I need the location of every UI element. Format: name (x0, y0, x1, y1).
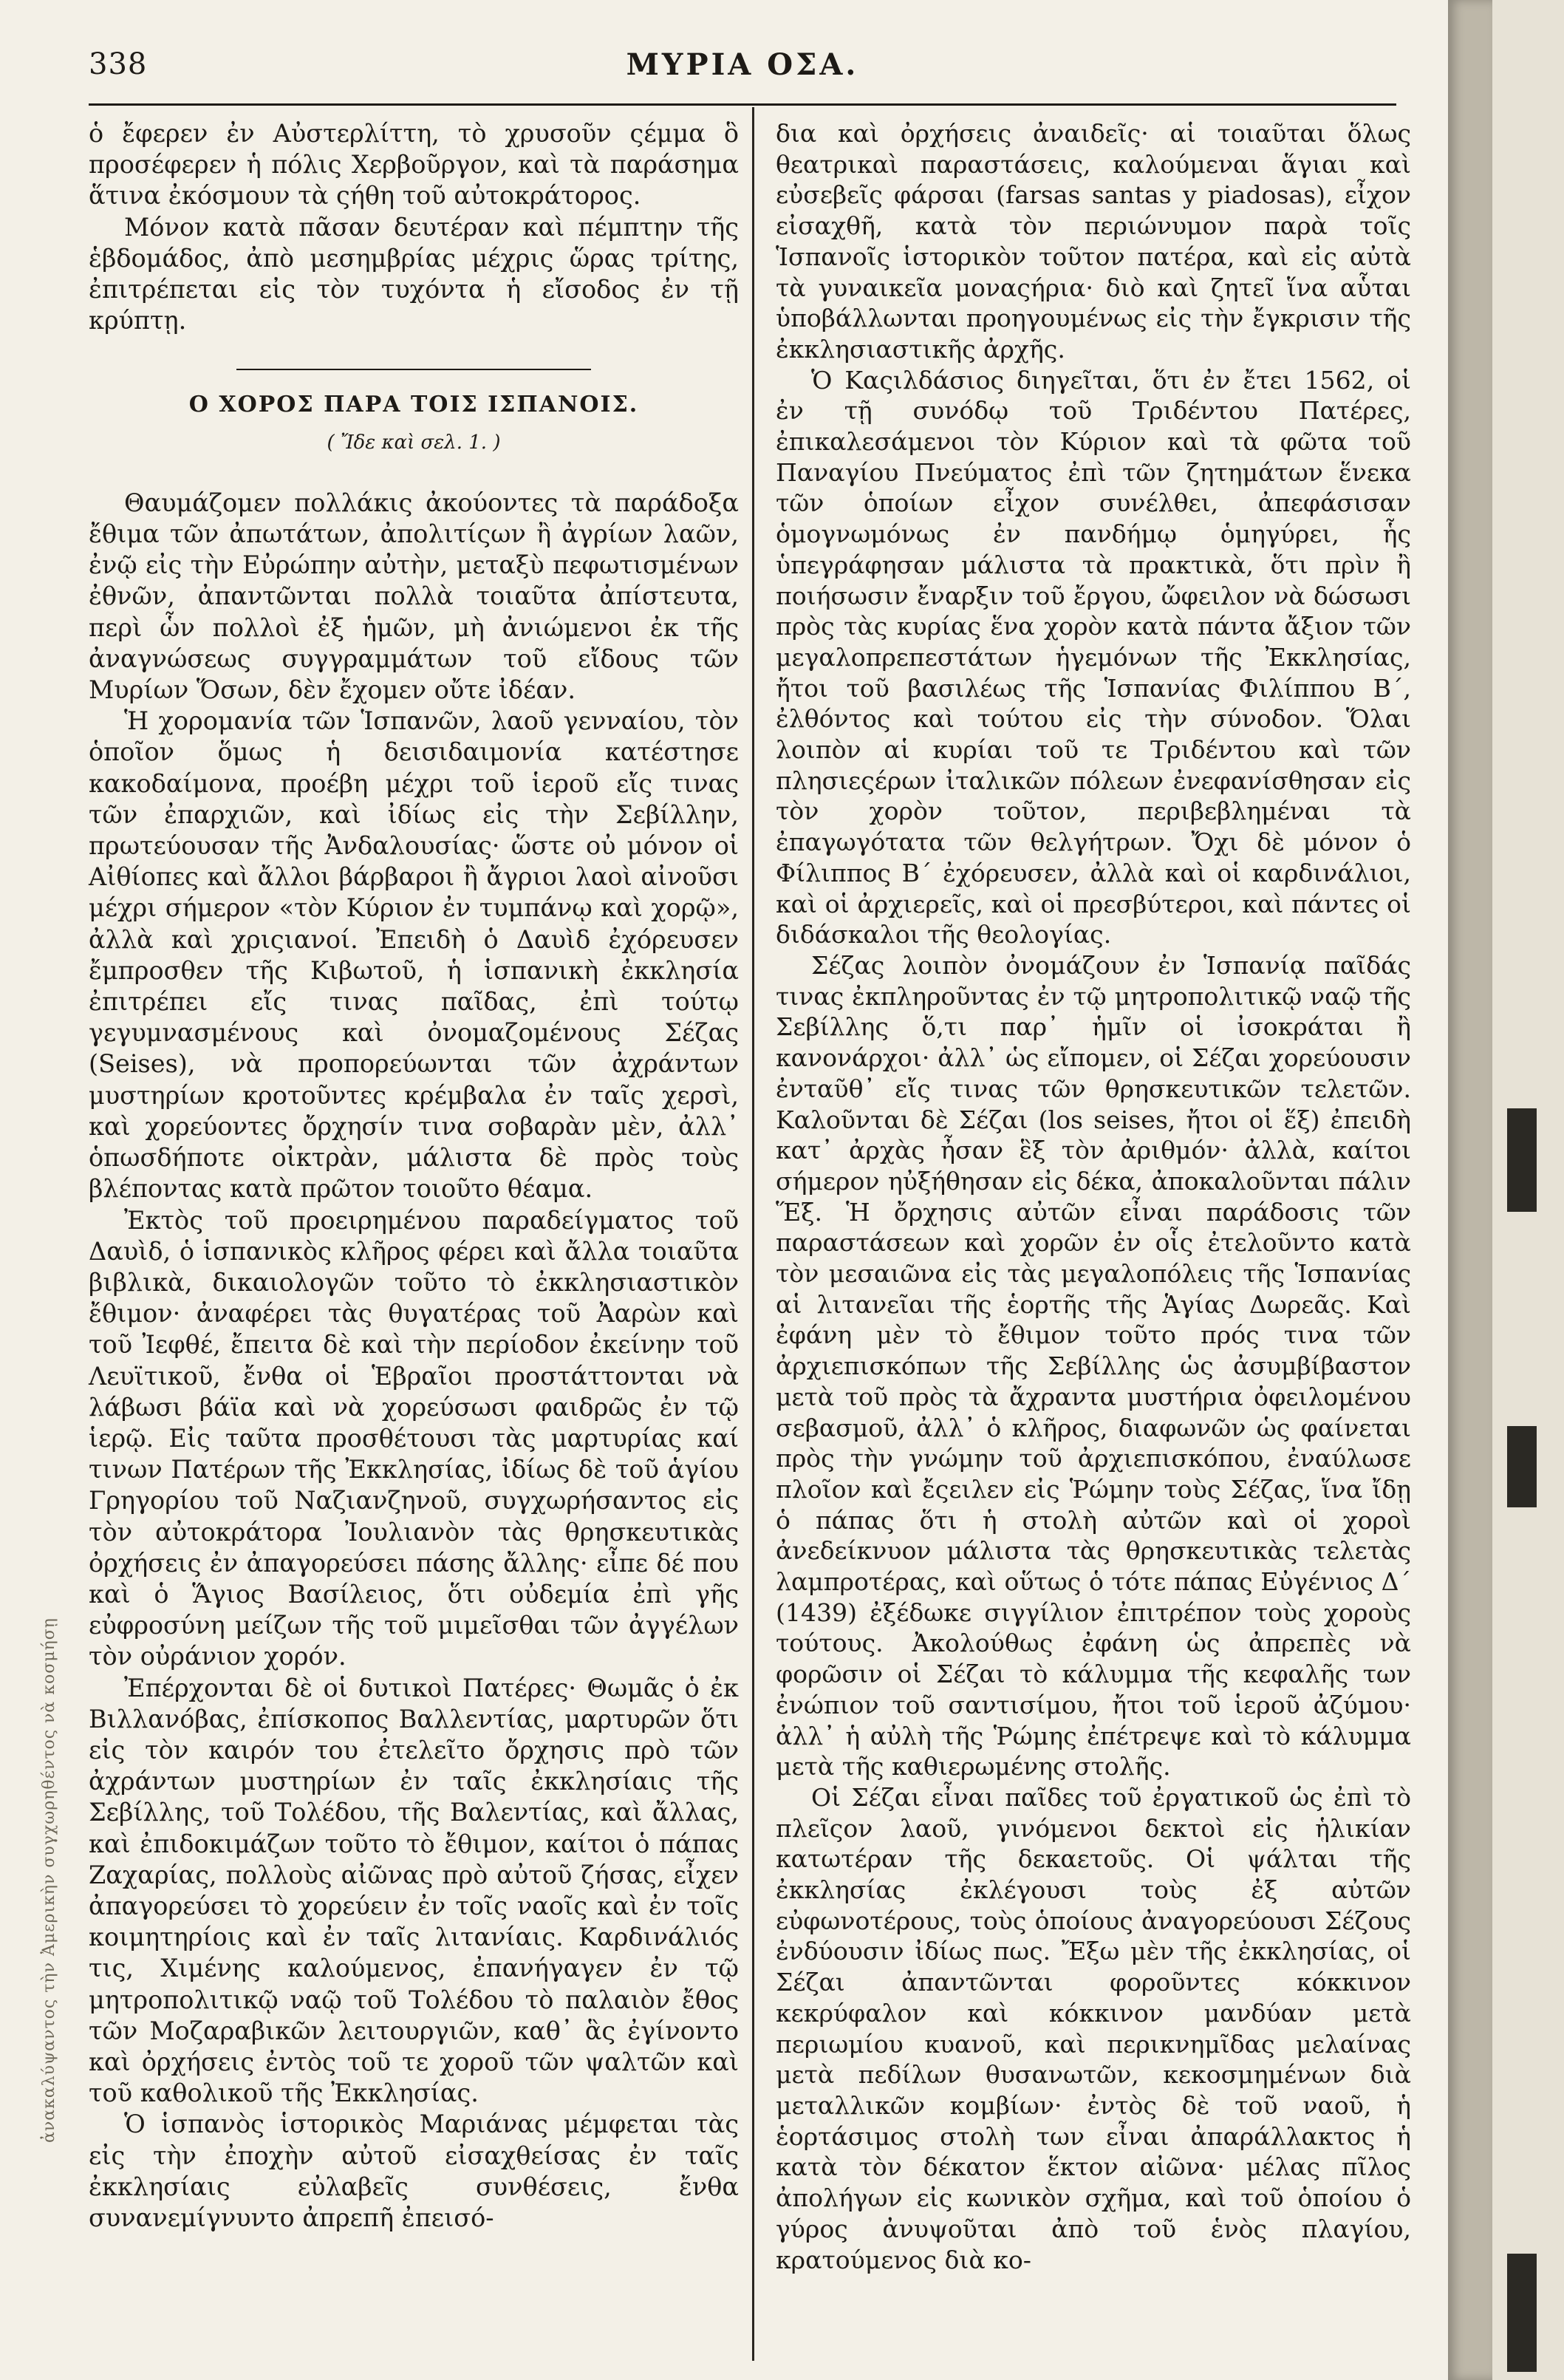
page-number: 338 (89, 47, 148, 81)
facing-page-mark (1507, 1426, 1537, 1507)
article-paragraph: Σέζας λοιπὸν ὀνομάζουν ἐν Ἱσπανίᾳ παῖδάς τινας ἐκπληροῦντας ἐν τῷ μητροπολιτικῷ ναῷ τῆς Σεβίλλης ὅ,τι παρ᾽ ἡμῖν οἱ ἰσοκράται ἢ κανονάρχοι· ἀλλ᾽ ὡς εἴπομεν, οἱ Σέζαι χορεύουσιν ἐνταῦθ᾽ εἴς τινας τῶν θρησκευτικῶν τελετῶν. Καλοῦνται δὲ Σέζαι (los seises, ἤτοι οἱ ἕξ) ἐπειδὴ κατ᾽ ἀρχὰς ἦσαν ἓξ τὸν ἀριθμόν· ἀλλὰ, καίτοι σήμερον ηὐξήθησαν εἰς δέκα, ἀποκαλοῦνται πάλιν Ἕξ. Ἡ ὄρχησις αὐτῶν εἶναι παράδοσις τῶν παραστάσεων καὶ χορῶν ἐν οἷς ἐτελοῦντο κατὰ τὸν μεσαιῶνα εἰς τὰς μεγαλοπόλεις τῆς Ἱσπανίας αἱ λιτανεῖαι τῆς ἑορτῆς τῆς Ἁγίας Δωρεᾶς. Καὶ ἐφάνη μὲν τὸ ἔθιμον τοῦτο πρός τινα τῶν ἀρχιεπισκόπων τῆς Σεβίλλης ὡς ἀσυμβίβαστον μετὰ τοῦ πρὸς τὰ ἄχραντα μυστήρια ὀφειλομένου σεβασμοῦ, ἀλλ᾽ ὁ κλῆρος, διαφωνῶν ὡς φαίνεται πρὸς τὴν γνώμην τοῦ ἀρχιεπισκόπου, ἐναύλωσε πλοῖον καὶ ἔςειλεν εἰς Ῥώμην τοὺς Σέζας, ἵνα ἴδῃ ὁ πάπας ὅτι ἡ στολὴ αὐτῶν καὶ οἱ χοροὶ ἀνεδείκνυον μάλιστα τὰς θρησκευτικὰς τελετὰς λαμπροτέρας, καὶ οὕτως ὁ τότε πάπας Εὐγένιος Δ΄ (1439) ἐξέδωκε σιγγίλιον ἐπιτρέπον τοὺς χοροὺς τούτους. Ἀκολούθως ἐφάνη ὡς ἀπρεπὲς νὰ φορῶσιν οἱ Σέζαι τὸ κάλυμμα τῆς κεφαλῆς των ἐνώπιον τοῦ σαντισίμου, ἤτοι τοῦ ἱεροῦ ἀζύμου· ἀλλ᾽ ἡ αὐλὴ τῆς Ῥώμης ἐπέτρεψε καὶ τὸ κάλυμμα μετὰ τῆς καθιερωμένης στολῆς. (776, 950, 1411, 1781)
article-paragraph: Ὁ Καςιλδάσιος διηγεῖται, ὅτι ἐν ἔτει 1562, οἱ ἐν τῇ συνόδῳ τοῦ Τριδέντου Πατέρες, ἐπικαλεσάμενοι τὸν Κύριον καὶ τὰ φῶτα τοῦ Παναγίου Πνεύματος ἐπὶ τῶν ζητημάτων ἕνεκα τῶν ὁποίων εἶχον συνέλθει, ἀπεφάσισαν ὁμογνωμόνως ἐν πανδήμῳ ὁμηγύρει, ἧς ὑπεγράφησαν μάλιστα τὰ πρακτικὰ, ὅτι πρὶν ἢ ποιήσωσιν ἔναρξιν τοῦ ἔργου, ὤφειλον νὰ δώσωσι πρὸς τὰς κυρίας ἕνα χορὸν κατὰ πάντα ἄξιον τῶν μεγαλοπρεπεστάτων ἡγεμόνων τῆς Ἐκκλησίας, ἤτοι τοῦ βασιλέως τῆς Ἱσπανίας Φιλίππου Β΄, ἐλθόντος καὶ τούτου εἰς τὴν σύνοδον. Ὅλαι λοιπὸν αἱ κυρίαι τοῦ τε Τριδέντου καὶ τῶν πλησιεςέρων ἰταλικῶν πόλεων ἐνεφανίσθησαν εἰς τὸν χορὸν τοῦτον, περιβεβλημέναι τὰ ἐπαγωγότατα τῶν θελγήτρων. Ὄχι δὲ μόνον ὁ Φίλιππος Β΄ ἐχόρευσεν, ἀλλὰ καὶ οἱ καρδινάλιοι, καὶ οἱ ἀρχιερεῖς, καὶ οἱ πρεσβύτεροι, καὶ πάντες οἱ διδάσκαλοι τῆς θεολογίας. (776, 365, 1411, 949)
margin-note (18, 850, 58, 2143)
journal-title: ΜΥΡΙΑ ΟΣΑ. (626, 47, 859, 82)
article-heading: Ο ΧΟΡΟΣ ΠΑΡΑ ΤΟΙΣ ΙΣΠΑΝΟΙΣ. (188, 392, 639, 418)
article-paragraph: Ὁ ἱσπανὸς ἱστορικὸς Μαριάνας μέμφεται τὰς εἰς τὴν ἐποχὴν αὐτοῦ εἰσαχθείσας ἐν ταῖς ἐκκλησίαις εὐλαβεῖς συνθέσεις, ἔνθα συνανεμίγνυντο ἀπρεπῆ ἐπεισό- (89, 2110, 739, 2232)
article-paragraph: Ἐπέρχονται δὲ οἱ δυτικοὶ Πατέρες· Θωμᾶς ὁ ἐκ Βιλλανόβας, ἐπίσκοπος Βαλλεντίας, μαρτυρῶν ὅτι εἰς τὸν καιρόν του ἐτελεῖτο ὄρχησις πρὸ τῶν ἀχράντων μυστηρίων ἐν ταῖς ἐκκλησίαις τῆς Σεβίλλης, τοῦ Τολέδου, τῆς Βαλεντίας, καὶ ἄλλας, καὶ ἐπιδοκιμάζων τοῦτο τὸ ἔθιμον, καίτοι ὁ πάπας Ζαχαρίας, πολλοὺς αἰῶνας πρὸ αὐτοῦ ζήσας, εἶχεν ἀπαγορεύσει τὸ χορεύειν ἐν τοῖς ναοῖς καὶ ἐν τοῖς κοιμητηρίοις καὶ ἐν ταῖς λιτανίαις. Καρδινάλιός τις, Χιμένης καλούμενος, ἐπανήγαγεν ἐν τῷ μητροπολιτικῷ ναῷ τοῦ Τολέδου τὸ παλαιὸν ἔθος τῶν Μοζαραβικῶν λειτουργιῶν, καθ᾽ ἃς ἐγίνοντο καὶ ὀρχήσεις ἐντὸς τοῦ τε χοροῦ τῶν ψαλτῶν καὶ τοῦ καθολικοῦ τῆς Ἐκκλησίας. (89, 1673, 739, 2108)
article-paragraph: Ἡ χορομανία τῶν Ἱσπανῶν, λαοῦ γενναίου, τὸν ὁποῖον ὅμως ἡ δεισιδαιμονία κατέστησε κακοδαίμονα, προέβη μέχρι τοῦ ἱεροῦ εἴς τινας τῶν ἐπαρχιῶν, καὶ ἰδίως εἰς τὴν Σεβίλλην, πρωτεύουσαν τῆς Ἀνδαλουσίας· ὥστε οὐ μόνον οἱ Αἰθίοπες καὶ ἄλλοι βάρβαροι ἢ ἄγριοι λαοὶ αἰνοῦσι μέχρι σήμερον «τὸν Κύριον ἐν τυμπάνῳ καὶ χορῷ», ἀλλὰ καὶ χριςιανοί. Ἐπειδὴ ὁ Δαυὶδ ἐχόρευσεν ἔμπροσθεν τῆς Κιβωτοῦ, ἡ ἱσπανικὴ ἐκκλησία ἐπιτρέπει εἴς τινας παῖδας, ἐπὶ τούτῳ γεγυμνασμένους καὶ ὀνομαζομένους Σέζας (Seises), νὰ προπορεύωνται τῶν ἀχράντων μυστηρίων κροτοῦντες κρέμβαλα ἐν ταῖς χερσὶ, καὶ χορεύοντες ὄρχησίν τινα σοβαρὰν μὲν, ἀλλ᾽ ὁπωσδήποτε οἰκτρὰν, μάλιστα δὲ πρὸς τοὺς βλέποντας κατὰ πρῶτον τοιοῦτο θέαμα. (89, 706, 739, 1204)
article-paragraph: Θαυμάζομεν πολλάκις ἀκούοντες τὰ παράδοξα ἔθιμα τῶν ἀπωτάτων, ἀπολιτίςων ἢ ἀγρίων λαῶν, ἐνῷ εἰς τὴν Εὐρώπην αὐτὴν, μεταξὺ πεφωτισμένων ἐθνῶν, ἀπαντῶνται πολλὰ τοιαῦτα ἀπίστευτα, περὶ ὧν πολλοὶ ἐξ ἡμῶν, μὴ ἀνιώμενοι ἐκ τῆς ἀναγνώσεως συγγραμμάτων τοῦ εἴδους τῶν Μυρίων Ὅσων, δὲν ἔχομεν οὔτε ἰδέαν. (89, 488, 739, 705)
facing-page-edge (1492, 0, 1564, 2380)
article-paragraph: Οἱ Σέζαι εἶναι παῖδες τοῦ ἐργατικοῦ ὡς ἐπὶ τὸ πλεῖςον λαοῦ, γινόμενοι δεκτοὶ εἰς ἡλικίαν κατωτέραν τῆς δεκαετοῦς. Οἱ ψάλται τῆς ἐκκλησίας ἐκλέγουσι τοὺς ἐξ αὐτῶν εὐφωνοτέρους, τοὺς ὁποίους ἀναγορεύουσι Σέζους ἐνδύουσιν ἰδίως πως. Ἔξω μὲν τῆς ἐκκλησίας, οἱ Σέζαι ἀπαντῶνται φοροῦντες κόκκινον κεκρύφαλον καὶ κόκκινον μανδύαν μετὰ περιωμίου κυανοῦ, καὶ περικνημῖδας μελαίνας μετὰ πεδίλων θυσανωτῶν, κεκοσμημένων διὰ μεταλλικῶν κομβίων· ἐντὸς δὲ τοῦ ναοῦ, ἡ ἑορτάσιμος στολὴ των εἶναι ἀπαράλλακτος ἡ κατὰ τὸν δέκατον ἕκτον αἰῶνα· μέλας πῖλος ἀπολήγων εἰς κωνικὸν σχῆμα, καὶ τοῦ ὁποίου ὁ γύρος ἀνυψοῦται ἀπὸ τοῦ ἑνὸς πλαγίου, κρατούμενος διὰ κο- (776, 1782, 1411, 2274)
facing-page-mark (1507, 1108, 1537, 1212)
intro-paragraph: ὁ ἔφερεν ἐν Αὐστερλίττη, τὸ χρυσοῦν ςέμμα ὃ προσέφερεν ἡ πόλις Χερβοῦργον, καὶ τὰ παράσημα ἅτινα ἐκόσμουν τὰ ςήθη τοῦ αὐτοκράτορος. (89, 119, 739, 211)
right-column (776, 118, 1411, 2275)
intro-paragraph: Μόνον κατὰ πᾶσαν δευτέραν καὶ πέμπτην τῆς ἑβδομάδος, ἀπὸ μεσημβρίας μέχρις ὥρας τρίτης, ἐπιτρέπεται εἰς τὸν τυχόντα ἡ εἴσοδος ἐν τῇ κρύπτῃ. (89, 212, 739, 335)
article-paragraph: Ἐκτὸς τοῦ προειρημένου παραδείγματος τοῦ Δαυὶδ, ὁ ἱσπανικὸς κλῆρος φέρει καὶ ἄλλα τοιαῦτα βιβλικὰ, δικαιολογῶν τοῦτο τὸ ἐκκλησιαστικὸν ἔθιμον· ἀναφέρει τὰς θυγατέρας τοῦ Ἀαρὼν καὶ τοῦ Ἰεφθέ, ἔπειτα δὲ καὶ τὴν περίοδον ἐκείνην τοῦ Λευϊτικοῦ, ἔνθα οἱ Ἑβραῖοι προστάττονται νὰ λάβωσι βάϊα καὶ νὰ χορεύσωσι φαιδρῶς ἐν τῷ ἱερῷ. Εἰς ταῦτα προσθέτουσι τὰς μαρτυρίας καί τινων Πατέρων τῆς Ἐκκλησίας, ἰδίως δὲ τοῦ ἁγίου Γρηγορίου τοῦ Ναζιανζηνοῦ, συγχωρήσαντος εἰς τὸν αὐτοκράτορα Ἰουλιανὸν τὰς θρησκευτικὰς ὀρχήσεις ἐν ἀπαγορεύσει πάσης ἄλλης· εἶπε δέ που καὶ ὁ Ἅγιος Βασίλειος, ὅτι οὐδεμία ἐπὶ γῆς εὐφροσύνη μείζων τῆς τοῦ μιμεῖσθαι τῶν ἀγγέλων τὸν οὐράνιον χορόν. (89, 1205, 739, 1671)
article-subnote: ( Ἴδε καὶ σελ. 1. ) (327, 431, 501, 454)
book-gutter (1448, 0, 1492, 2380)
section-divider (236, 369, 591, 370)
column-divider (752, 107, 754, 2361)
left-column (89, 118, 739, 2234)
facing-page-mark (1507, 2254, 1537, 2372)
header-rule (89, 103, 1396, 106)
margin-note-text: ἀνακαλύψαντος τὴν Ἀμερικὴν συγχωρηθέντος νὰ κοσμήσῃ (40, 1617, 58, 2143)
page-header (89, 43, 1396, 87)
article-paragraph: δια καὶ ὀρχήσεις ἀναιδεῖς· αἱ τοιαῦται ὅλως θεατρικαὶ παραστάσεις, καλούμεναι ἅγιαι καὶ εὐσεβεῖς φάρσαι (farsas santas y piadosas), εἶχον εἰσαχθῆ, κατὰ τὸν περιώνυμον παρὰ τοῖς Ἱσπανοῖς ἱστορικὸν τοῦτον πατέρα, καὶ εἰς αὐτὰ τὰ γυναικεῖα μοναςήρια· διὸ καὶ ζητεῖ ἵνα αὗται ὑποβάλλωνται προηγουμένως εἰς τὴν ἔγκρισιν τῆς ἐκκλησιαστικῆς ἀρχῆς. (776, 119, 1411, 364)
